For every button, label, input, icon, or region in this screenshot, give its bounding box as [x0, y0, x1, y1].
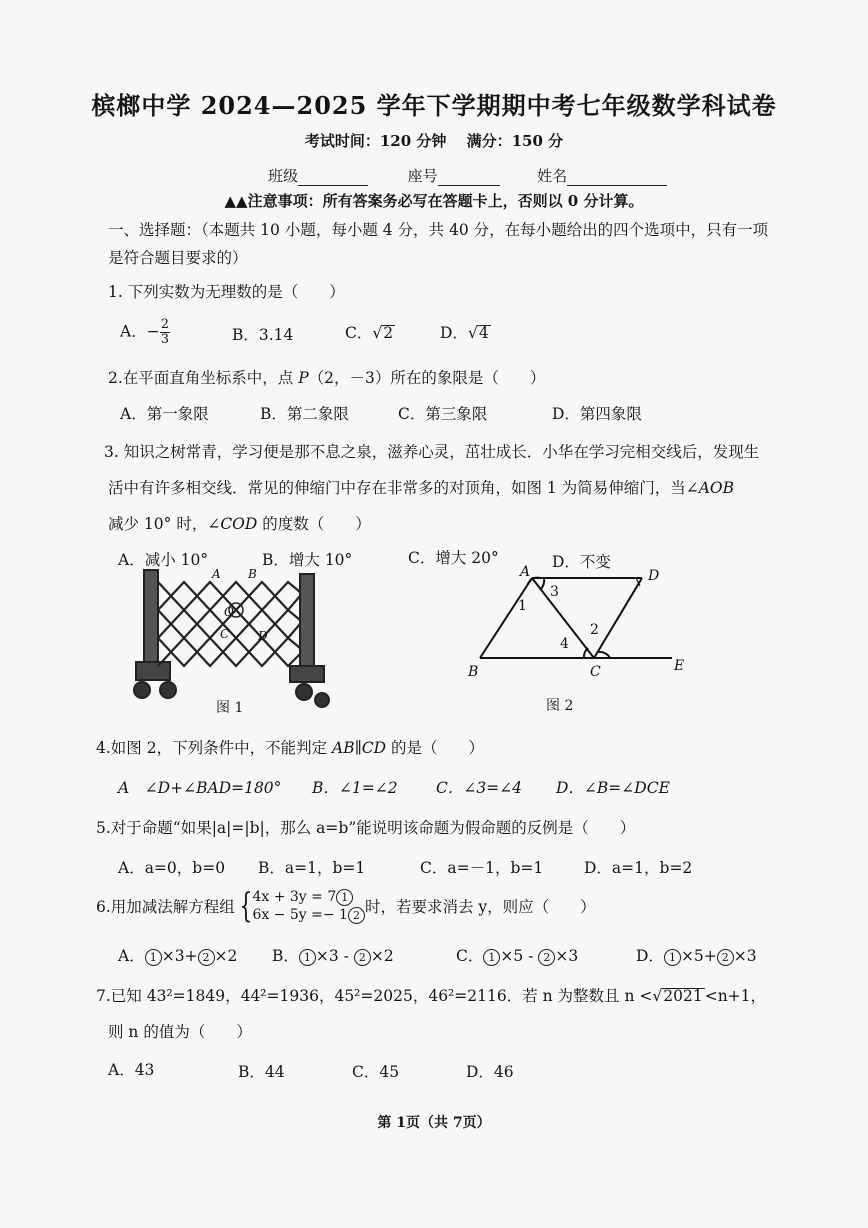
fig2-angle-label-2: 2	[590, 622, 599, 638]
q6-b-mark2: 2	[354, 949, 371, 966]
q3-option-d: D．不变	[552, 553, 611, 571]
q6-stem-pre: 6.用加减法解方程组	[96, 898, 235, 916]
q6-eq1-text: 4x + 3y = 7	[252, 889, 337, 905]
q6-b-pre: B．	[272, 947, 299, 965]
section-intro-line2: 是符合题目要求的）	[108, 249, 248, 267]
q7-option-a: A．43	[108, 1061, 155, 1079]
q6-a-mid2: ×2	[214, 947, 238, 965]
q6-system	[252, 888, 365, 924]
fig2-label-a: A	[520, 564, 531, 580]
fig1-label-o: O	[224, 605, 234, 619]
q6-a-mark1: 1	[145, 949, 162, 966]
q3-line2-angle: ∠AOB	[685, 479, 734, 497]
q4-stem	[96, 736, 484, 758]
q2-stem	[108, 366, 545, 388]
q3-option-a: A．减小 10°	[118, 551, 209, 569]
q6-c-mid2: ×3	[555, 947, 579, 965]
q6-c-mid1: ×5 -	[500, 947, 539, 965]
q6-eq1	[252, 889, 353, 905]
q1-a-denominator: 3	[160, 332, 169, 347]
q3-option-b: B．增大 10°	[262, 551, 353, 569]
figure1-telescopic-gate	[128, 562, 338, 710]
q5-option-d: D．a=1，b=2	[584, 859, 693, 877]
fig1-label-c: C	[220, 627, 230, 641]
q1-stem: 1. 下列实数为无理数的是（ ）	[108, 283, 345, 301]
q6-d-mark1: 1	[664, 949, 681, 966]
q7-stem-post: <n+1，	[704, 987, 767, 1005]
figure2-parallelogram	[460, 562, 700, 686]
q6-option-c	[456, 944, 578, 966]
q6-c-mark2: 2	[538, 949, 555, 966]
fig2-angle-arc-4	[584, 648, 588, 658]
q6-a-pre: A．	[118, 947, 145, 965]
fig1-label-b: B	[248, 567, 257, 581]
q2-stem-pre: 2.在平面直角坐标系中，点	[108, 369, 299, 387]
q4-stem-pre: 4.如图 2，下列条件中，不能判定	[96, 739, 333, 757]
q5-option-c: C．a=－1，b=1	[420, 859, 544, 877]
fig2-label-c: C	[590, 664, 601, 680]
q2-stem-post: （2，－3）所在的象限是（ ）	[308, 369, 546, 387]
q6-b-mark1: 1	[299, 949, 316, 966]
fig1-right-wheel2	[315, 693, 329, 707]
fig2-label-e: E	[674, 658, 685, 674]
q3-option-c: C．增大 20°	[408, 549, 499, 567]
student-fields	[268, 165, 667, 186]
q4-option-d: D．∠B=∠DCE	[556, 779, 670, 797]
q3-line3	[108, 512, 371, 534]
q6-d-mid2: ×3	[733, 947, 757, 965]
q2-option-d: D．第四象限	[552, 405, 642, 423]
fig1-label-a: A	[212, 567, 221, 581]
q6-stem	[96, 888, 596, 924]
q6-b-mid2: ×2	[370, 947, 394, 965]
class-label: 班级	[268, 167, 299, 185]
fig2-segment-ab	[480, 578, 532, 658]
q1-a-fraction	[160, 318, 170, 347]
q7-stem: 7.已知 43²=1849，44²=1936，45²=2025，46²=2116．若 n 为整数且 n <√2021 <n+1，	[96, 987, 767, 1005]
fig2-angle-label-3: 3	[550, 584, 559, 600]
fig2-label-d: D	[648, 568, 660, 584]
q6-c-pre: C．	[456, 947, 484, 965]
q5-option-b: B．a=1，b=1	[258, 859, 366, 877]
q7-option-c: C．45	[352, 1063, 400, 1081]
figure2-caption: 图 2	[546, 698, 574, 714]
fig2-segment-dc	[594, 578, 642, 658]
q4-option-a: A ∠D+∠BAD=180°	[118, 779, 282, 797]
q2-option-c: C．第三象限	[398, 405, 488, 423]
name-label: 姓名	[537, 167, 568, 185]
fig1-left-wheel2	[160, 682, 176, 698]
exam-title: 槟榔中学 2024—2025 学年下学期期中考七年级数学科试卷	[91, 91, 777, 120]
q6-d-mid1: ×5+	[680, 947, 717, 965]
class-blank	[298, 169, 368, 186]
q7-stem-radicand: 2021	[663, 987, 703, 1005]
fig2-angle-arc-3	[540, 578, 544, 590]
exam-info: 考试时间：120 分钟 满分：150 分	[304, 132, 564, 150]
q6-eq2	[252, 907, 365, 923]
seat-blank	[438, 169, 500, 186]
q4-option-c: C．∠3=∠4	[436, 779, 523, 797]
q1-option-c: C．√2	[345, 324, 394, 342]
q3-line2-pre: 活中有许多相交线．常见的伸缩门中存在非常多的对顶角，如图 1 为简易伸缩门，当	[108, 479, 686, 497]
q7-option-b: B．44	[238, 1063, 285, 1081]
q4-option-b: B．∠1=∠2	[312, 779, 398, 797]
q6-option-b	[272, 944, 394, 966]
q6-d-mark2: 2	[717, 949, 734, 966]
q6-a-mark2: 2	[198, 949, 215, 966]
q2-option-a: A．第一象限	[120, 405, 209, 423]
q7-stem-pre: 7.已知 43²=1849，44²=1936，45²=2025，46²=2116．若 n 为整数且 n <	[96, 987, 653, 1005]
q6-eq1-mark: 1	[336, 889, 353, 906]
seat-label: 座号	[407, 167, 438, 185]
q2-option-b: B．第二象限	[260, 405, 349, 423]
q1-option-a	[120, 318, 170, 347]
section-intro-line1: 一、选择题：（本题共 10 小题，每小题 4 分，共 40 分，在每小题给出的四个选项中，只有一项	[108, 221, 769, 239]
q6-brace: {	[239, 886, 253, 926]
fig2-angle-label-4: 4	[560, 636, 569, 652]
q6-a-mid1: ×3+	[161, 947, 198, 965]
fig1-left-wheel	[134, 682, 150, 698]
q4-stem-rel: AB∥CD	[332, 739, 387, 757]
fig1-left-base	[136, 662, 170, 680]
fig1-right-wheel	[296, 684, 312, 700]
q6-option-a	[118, 944, 237, 966]
q1-a-label: A．−	[120, 322, 160, 341]
q7-line2: 则 n 的值为（ ）	[108, 1023, 252, 1041]
figure1-caption: 图 1	[216, 700, 244, 716]
q3-line2	[108, 476, 734, 498]
q5-stem: 5.对于命题“如果|a|=|b|，那么 a=b”能说明该命题为假命题的反例是（ ）	[96, 819, 636, 837]
q6-eq2-text: 6x − 5y =− 1	[252, 907, 348, 923]
q6-stem-post: 时，若要求消去 y，则应（ ）	[364, 898, 596, 916]
fig2-label-b: B	[468, 664, 479, 680]
page-footer: 第 1页（共 7页）	[377, 1115, 491, 1131]
q2-stem-var: P	[298, 369, 309, 387]
q1-option-b: B．3.14	[232, 326, 294, 344]
q7-option-d: D．46	[466, 1063, 514, 1081]
q6-d-pre: D．	[636, 947, 664, 965]
fig1-label-d: D	[258, 629, 268, 643]
q3-line1: 3. 知识之树常青，学习便是那不息之泉，滋养心灵，茁壮成长．小华在学习完相交线后，发现生	[104, 443, 760, 461]
q3-line3-pre: 减少 10° 时，	[108, 515, 208, 533]
notice: ▲▲注意事项：所有答案务必写在答题卡上，否则以 0 分计算。	[224, 192, 644, 210]
fig1-right-base	[290, 666, 324, 682]
q6-c-mark1: 1	[483, 949, 500, 966]
q4-stem-post: 的是（ ）	[386, 739, 484, 757]
q1-a-numerator: 2	[160, 317, 169, 332]
q6-option-d	[636, 944, 757, 966]
q1-c-radicand: 2	[383, 324, 394, 342]
q3-line3-angle: ∠COD	[207, 515, 258, 533]
q5-option-a: A．a=0，b=0	[118, 859, 226, 877]
q1-d-radicand: 4	[478, 324, 489, 342]
q6-eq2-mark: 2	[348, 907, 365, 924]
q1-c-label: C．	[345, 324, 373, 342]
q1-option-d: D．√4	[440, 324, 489, 342]
fig1-lattice	[158, 582, 300, 666]
fig2-angle-label-1: 1	[518, 598, 527, 614]
q6-b-mid1: ×3 -	[315, 947, 354, 965]
q1-d-label: D．	[440, 324, 468, 342]
name-blank	[567, 169, 667, 186]
q3-line3-post: 的度数（ ）	[257, 515, 371, 533]
